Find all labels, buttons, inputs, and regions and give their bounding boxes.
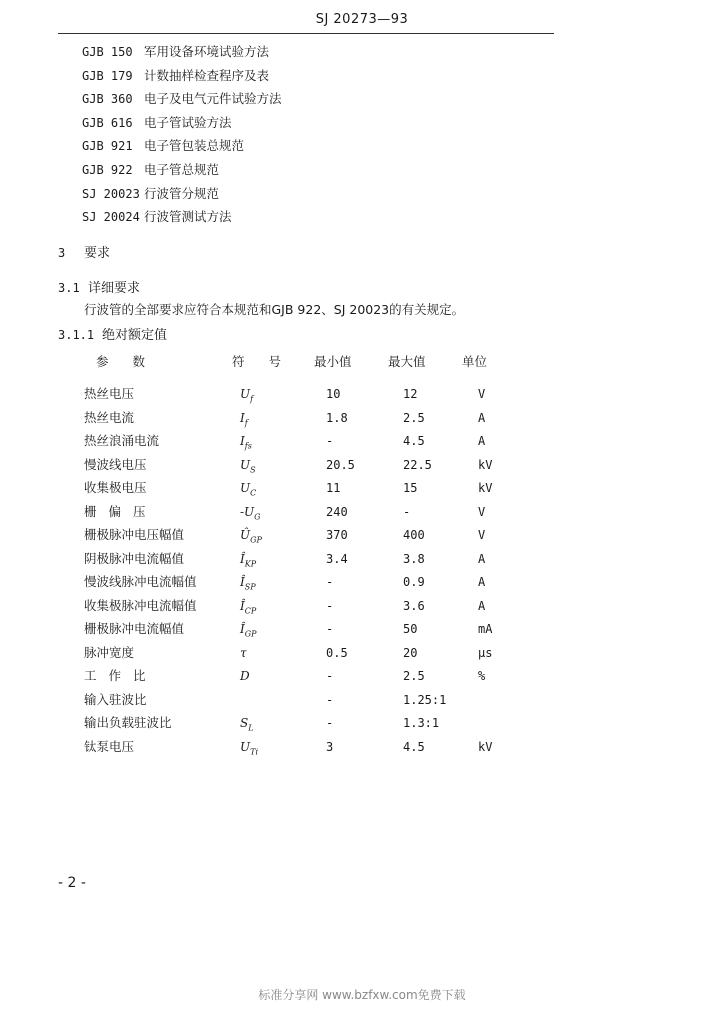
symbol-main: Û <box>240 528 251 542</box>
min-value: 20.5 <box>326 457 355 472</box>
reference-code: GJB 922 <box>82 162 133 177</box>
max-value: 50 <box>403 622 418 636</box>
max-value: 3.6 <box>403 598 425 613</box>
reference-title: 电子管总规范 <box>144 161 220 177</box>
max-value: 2.5 <box>403 669 425 683</box>
reference-code: SJ 20024 <box>82 210 140 225</box>
reference-list <box>82 40 282 229</box>
unit: A <box>478 410 486 425</box>
symbol-main: -U <box>240 504 255 519</box>
param-symbol <box>240 549 256 574</box>
min-value: - <box>326 692 334 707</box>
min-value: 10 <box>326 387 341 401</box>
unit: kV <box>478 457 493 472</box>
unit: % <box>478 669 486 683</box>
min-value: - <box>326 716 334 730</box>
symbol-main: I <box>240 410 245 425</box>
min-value: 240 <box>326 504 348 519</box>
reference-title: 计数抽样检查程序及表 <box>144 67 270 83</box>
param-name: 慢波线电压 <box>84 456 147 472</box>
reference-title: 行波管测试方法 <box>144 209 232 225</box>
min-value: 11 <box>326 481 341 495</box>
symbol-subscript: Ti <box>250 746 259 756</box>
unit: A <box>478 598 486 613</box>
symbol-main: U <box>240 457 251 472</box>
reference-item <box>82 205 282 229</box>
param-name: 收集极电压 <box>84 480 147 495</box>
section-number: 3.1 <box>58 281 80 295</box>
symbol-main: Î <box>240 622 245 636</box>
table-row <box>0 713 724 733</box>
param-name: 输出负载驻波比 <box>84 715 172 730</box>
max-value: 22.5 <box>403 457 432 472</box>
max-value: 1.25:1 <box>403 692 447 707</box>
symbol-subscript: GP <box>250 535 262 545</box>
min-value: - <box>326 598 334 613</box>
table-row <box>0 643 724 663</box>
header-param: 参 数 <box>96 354 155 369</box>
min-value: 0.5 <box>326 645 348 660</box>
param-symbol <box>240 431 252 456</box>
symbol-subscript: L <box>248 723 254 733</box>
reference-title: 电子管包装总规范 <box>144 138 245 154</box>
param-symbol <box>240 737 258 762</box>
param-name: 热丝电压 <box>84 386 135 401</box>
unit: A <box>478 575 486 589</box>
watermark: 标准分享网 www.bzfxw.com免费下载 <box>258 988 466 1002</box>
symbol-main: Î <box>240 551 245 566</box>
param-name: 栅极脉冲电流幅值 <box>84 621 185 636</box>
page-number: - 2 - <box>58 875 86 891</box>
max-value: - <box>403 504 411 519</box>
max-value: 15 <box>403 481 418 495</box>
unit: A <box>478 551 486 566</box>
symbol-main: U <box>240 387 251 401</box>
param-name: 钛泵电压 <box>84 738 135 754</box>
param-symbol <box>240 666 250 691</box>
header-unit: 单位 <box>462 354 488 369</box>
max-value: 2.5 <box>403 410 425 425</box>
unit: kV <box>478 481 493 495</box>
section-number: 3 <box>58 246 66 260</box>
param-name: 输入驻波比 <box>84 691 147 707</box>
symbol-subscript: SP <box>244 582 256 592</box>
symbol-main: S <box>240 716 249 730</box>
symbol-main: U <box>240 481 251 495</box>
standard-code: SJ 20273—93 <box>315 12 409 27</box>
table-row <box>0 455 724 475</box>
reference-code: GJB 179 <box>82 68 133 83</box>
param-symbol <box>240 643 247 668</box>
table-row <box>0 431 724 451</box>
reference-code: GJB 616 <box>82 115 133 130</box>
symbol-subscript: G <box>254 511 261 521</box>
symbol-main: τ <box>240 645 247 660</box>
param-name: 慢波线脉冲电流幅值 <box>84 574 197 589</box>
symbol-subscript: CP <box>244 605 257 615</box>
min-value: - <box>326 434 334 448</box>
table-row <box>0 737 724 757</box>
reference-item <box>82 134 282 158</box>
param-symbol <box>240 502 261 527</box>
reference-title: 电子及电气元件试验方法 <box>144 91 282 107</box>
param-symbol <box>240 455 256 480</box>
reference-item <box>82 87 282 111</box>
reference-item <box>82 64 282 88</box>
table-row <box>0 596 724 616</box>
param-symbol <box>240 408 248 433</box>
header-symbol: 符 号 <box>232 354 291 369</box>
reference-item <box>82 158 282 182</box>
param-name: 栅 偏 压 <box>84 503 150 519</box>
symbol-subscript: KP <box>244 558 257 568</box>
header-rule <box>58 33 554 34</box>
param-name: 阴极脉冲电流幅值 <box>84 550 185 566</box>
section-title: 绝对额定值 <box>102 328 168 343</box>
section-3-1-heading <box>58 277 140 296</box>
param-symbol <box>240 572 256 597</box>
param-name: 热丝浪涌电流 <box>84 433 160 448</box>
symbol-subscript: C <box>250 488 257 498</box>
symbol-subscript: fs <box>244 441 252 451</box>
table-row <box>0 408 724 428</box>
table-row <box>0 478 724 498</box>
table-row <box>0 549 724 569</box>
max-value: 400 <box>403 528 425 542</box>
section-number: 3.1.1 <box>58 328 95 342</box>
param-symbol <box>240 619 257 644</box>
param-symbol <box>240 596 256 621</box>
unit: mA <box>478 622 493 636</box>
param-symbol <box>240 478 256 503</box>
param-name: 脉冲宽度 <box>84 644 135 660</box>
min-value: - <box>326 669 334 683</box>
param-name: 栅极脉冲电压幅值 <box>84 527 185 542</box>
symbol-main: Î <box>240 598 245 613</box>
param-name: 热丝电流 <box>84 409 135 425</box>
section-3-1-paragraph: 行波管的全部要求应符合本规范和GJB 922、SJ 20023的有关规定。 <box>84 302 465 317</box>
section-3-heading <box>58 242 110 261</box>
reference-item <box>82 40 282 64</box>
max-value: 1.3:1 <box>403 716 440 730</box>
symbol-main: I <box>240 434 245 448</box>
reference-item <box>82 182 282 206</box>
reference-title: 行波管分规范 <box>144 185 220 201</box>
symbol-subscript: S <box>250 464 256 474</box>
symbol-main: D <box>240 669 250 683</box>
min-value: - <box>326 622 334 636</box>
section-title: 要求 <box>84 246 111 261</box>
table-row <box>0 384 724 404</box>
table-header-row <box>0 352 724 372</box>
min-value: 3.4 <box>326 551 348 566</box>
max-value: 4.5 <box>403 434 425 448</box>
max-value: 12 <box>403 387 418 401</box>
param-symbol <box>240 713 254 738</box>
param-name: 工 作 比 <box>84 668 150 683</box>
min-value: 370 <box>326 528 348 542</box>
reference-code: SJ 20023 <box>82 186 140 201</box>
symbol-main: Î <box>240 575 245 589</box>
unit: kV <box>478 739 493 754</box>
max-value: 20 <box>403 645 418 660</box>
table-row <box>0 666 724 686</box>
symbol-main: U <box>240 739 251 754</box>
param-symbol <box>240 525 262 550</box>
max-value: 0.9 <box>403 575 425 589</box>
table-row <box>0 690 724 710</box>
unit: μs <box>478 645 493 660</box>
reference-code: GJB 150 <box>82 45 133 59</box>
reference-title: 电子管试验方法 <box>144 114 232 130</box>
symbol-subscript: f <box>250 394 254 404</box>
max-value: 4.5 <box>403 739 425 754</box>
min-value: 3 <box>326 739 334 754</box>
param-symbol <box>240 384 253 409</box>
reference-title: 军用设备环境试验方法 <box>144 44 270 59</box>
table-row <box>0 572 724 592</box>
symbol-subscript: GP <box>244 629 257 639</box>
unit: V <box>478 387 486 401</box>
param-name: 收集极脉冲电流幅值 <box>84 597 197 613</box>
table-row <box>0 619 724 639</box>
section-title: 详细要求 <box>88 281 141 296</box>
header-max: 最大值 <box>388 354 426 369</box>
min-value: 1.8 <box>326 410 348 425</box>
section-3-1-1-heading <box>58 324 167 343</box>
unit: A <box>478 434 486 448</box>
unit: V <box>478 528 486 542</box>
max-value: 3.8 <box>403 551 425 566</box>
reference-item <box>82 111 282 135</box>
table-row <box>0 502 724 522</box>
header-min: 最小值 <box>314 354 352 369</box>
reference-code: GJB 921 <box>82 139 133 154</box>
reference-code: GJB 360 <box>82 92 133 107</box>
min-value: - <box>326 575 334 589</box>
symbol-subscript: f <box>244 417 248 427</box>
unit: V <box>478 504 486 519</box>
table-row <box>0 525 724 545</box>
